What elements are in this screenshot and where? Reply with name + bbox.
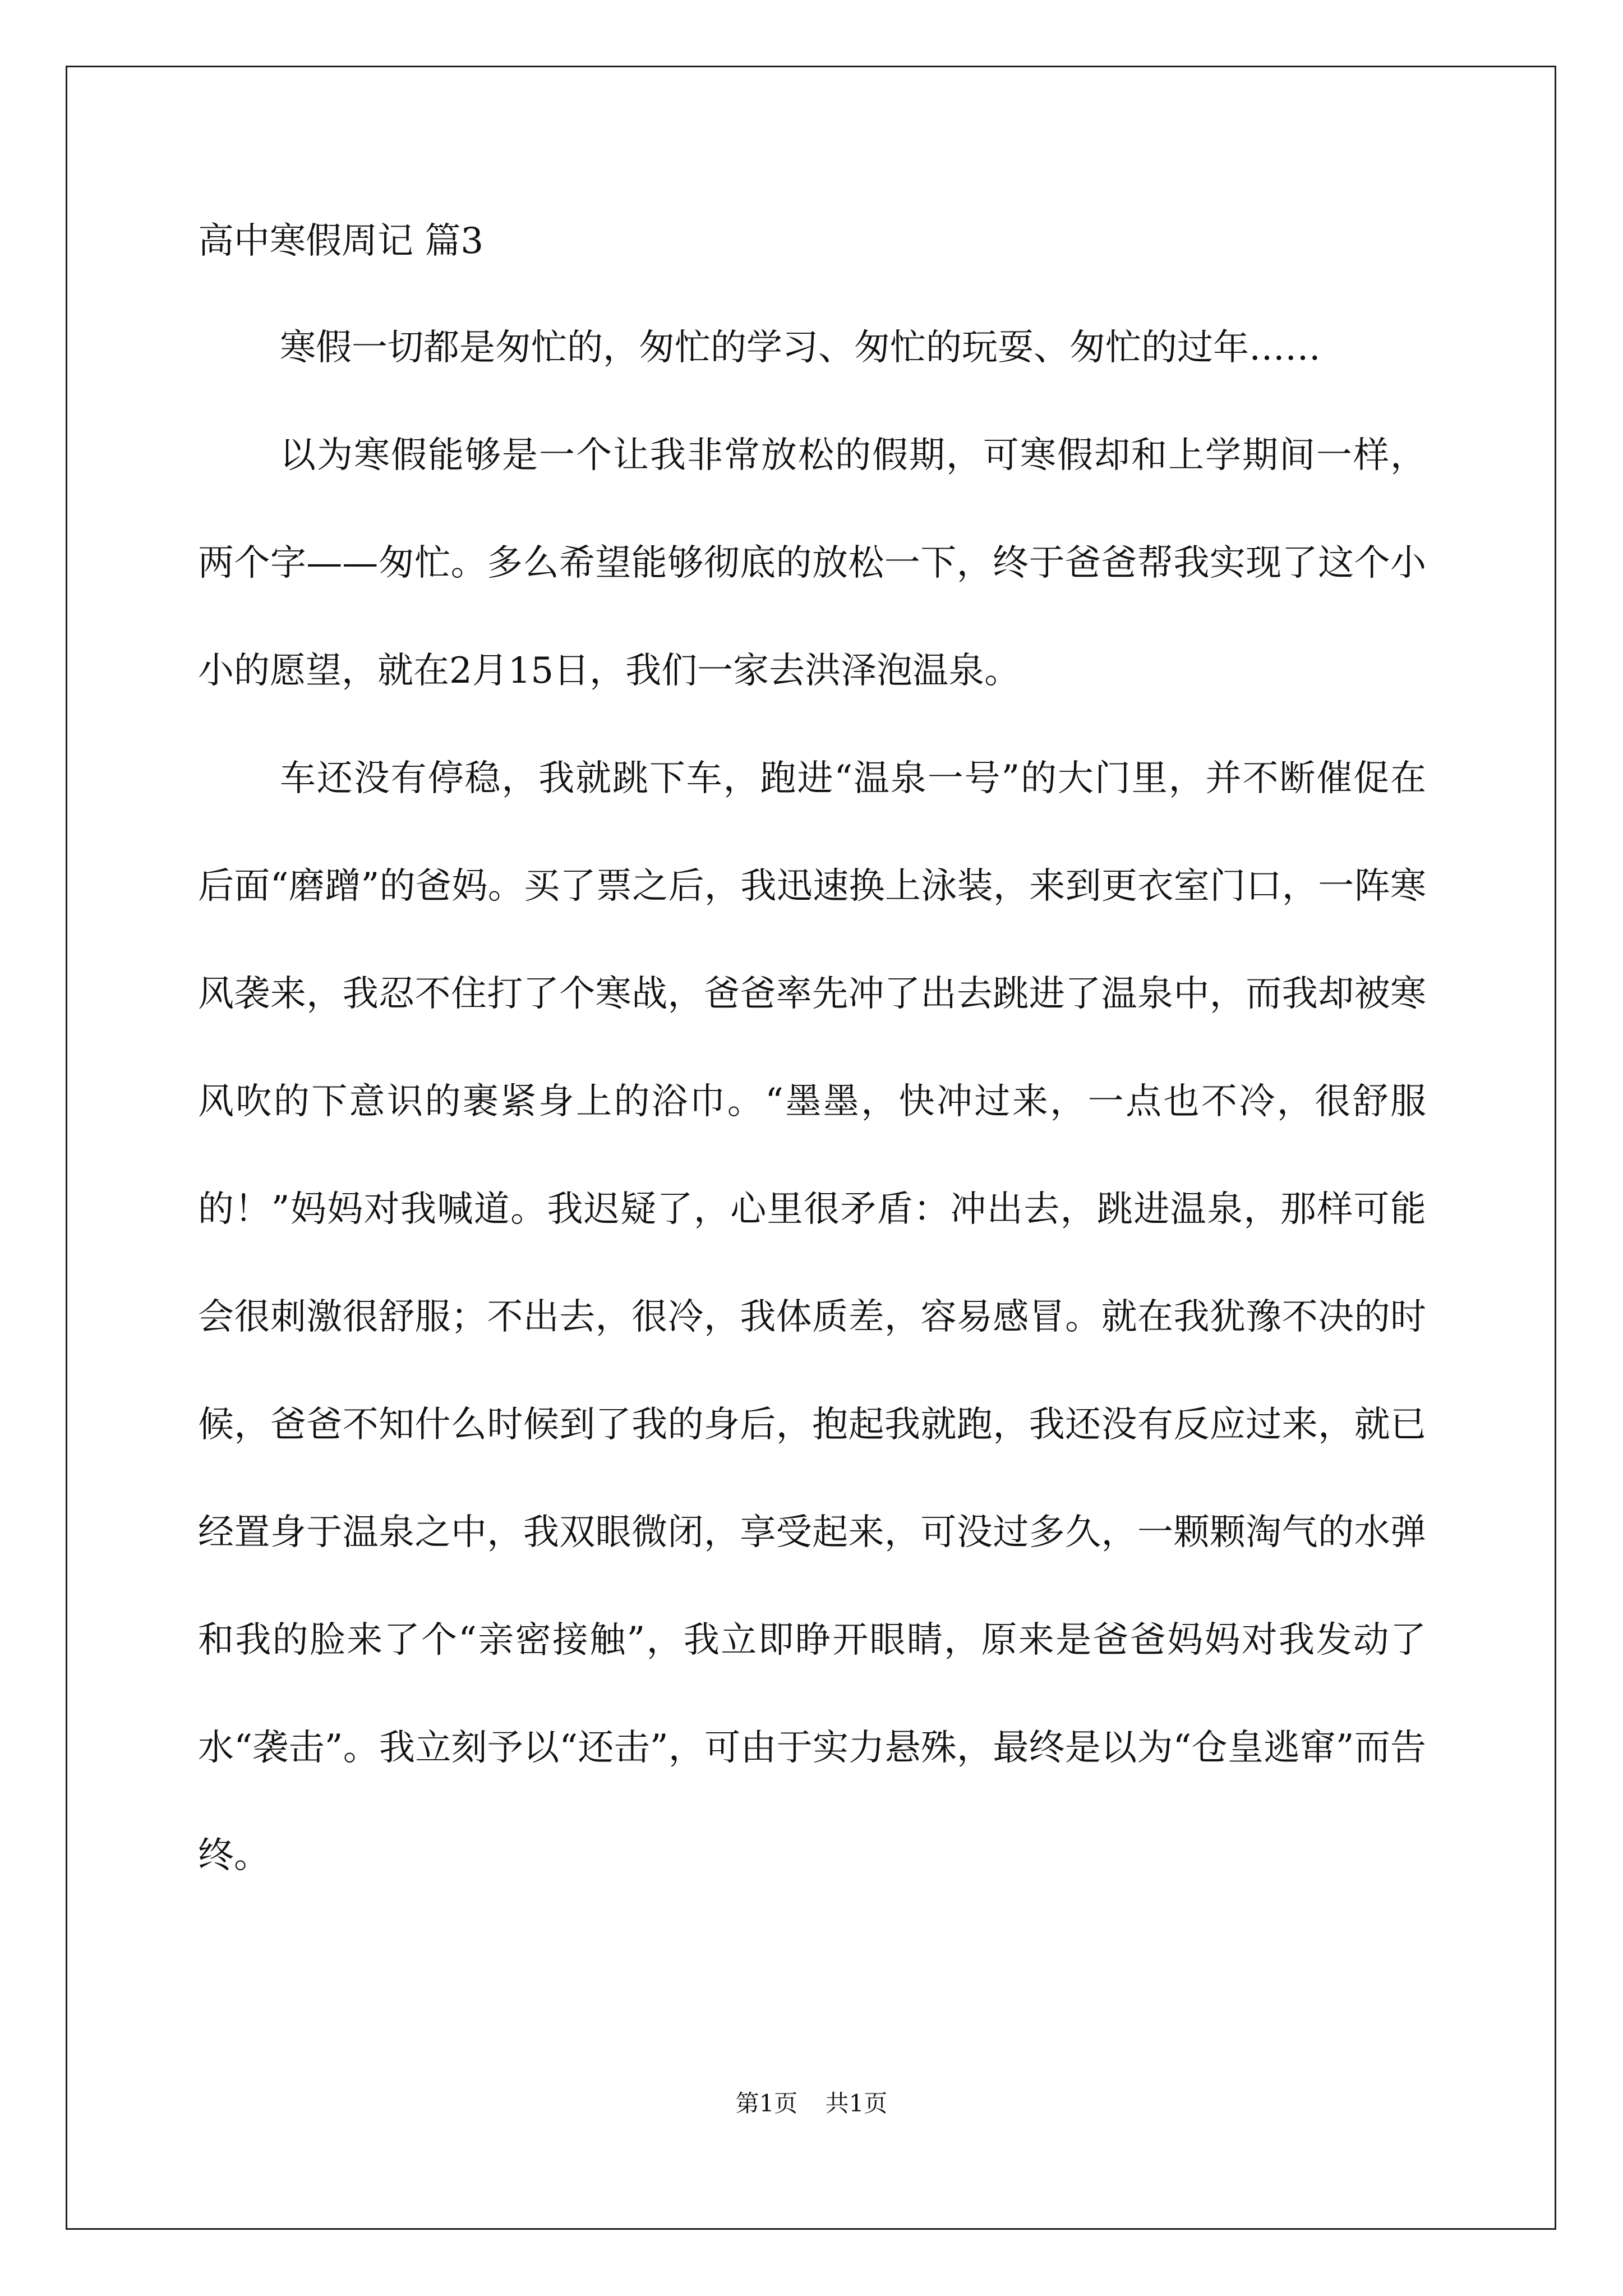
document-body [198,213,1426,1910]
paragraph-2: 以为寒假能够是一个让我非常放松的假期，可寒假却和上学期间一样，两个字——匆忙。多么希望能够彻底的放松一下，终于爸爸帮我实现了这个小小的愿望，就在2月15日，我们一家去洪泽泡温泉。 [198,435,1426,692]
page-number: 第1页 [735,2090,798,2117]
document-title: 高中寒假周记 篇3 [198,220,484,262]
page-footer [0,2087,1623,2120]
paragraph-1: 寒假一切都是匆忙的，匆忙的学习、匆忙的玩耍、匆忙的过年…… [280,327,1321,369]
paragraph-3: 车还没有停稳，我就跳下车，跑进“温泉一号”的大门里，并不断催促在后面“磨蹭”的爸妈。买了票之后，我迅速换上泳装，来到更衣室门口，一阵寒风袭来，我忍不住打了个寒战，爸爸率先冲了出去跳进了温泉中，而我却被寒风吹的下意识的裹紧身上的浴巾。“墨墨，快冲过来，一点也不冷，很舒服的！”妈妈对我喊道。我迟疑了，心里很矛盾：冲出去，跳进温泉，那样可能会很刺激很舒服；不出去，很冷，我体质差，容易感冒。就在我犹豫不决的时候，爸爸不知什么时候到了我的身后，抱起我就跑，我还没有反应过来，就已经置身于温泉之中，我双眼微闭，享受起来，可没过多久，一颗颗淘气的水弹和我的脸来了个“亲密接触”，我立即睁开眼睛，原来是爸爸妈妈对我发动了水“袭击”。我立刻予以“还击”，可由于实力悬殊，最终是以为“仓皇逃窜”而告终。 [198,758,1426,1876]
page-total: 共1页 [825,2090,888,2117]
